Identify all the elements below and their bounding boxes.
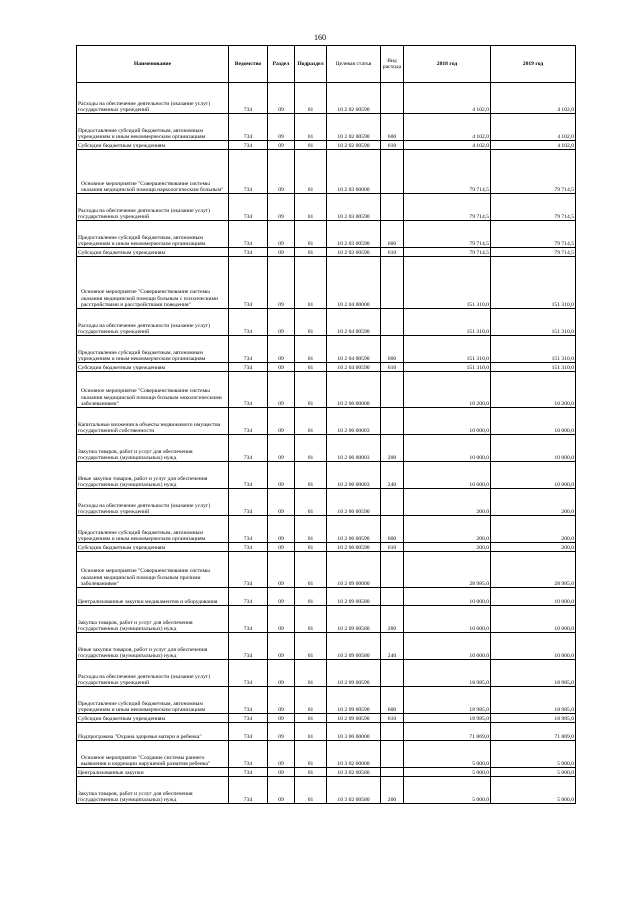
table-row (77, 777, 576, 804)
table-row (77, 516, 576, 543)
row-2019: 71 869,0 (491, 723, 576, 741)
row-section: 09 (268, 606, 295, 633)
row-subsection: 01 (295, 462, 327, 489)
row-target: 10 2 06 00003 (327, 408, 381, 435)
row-subsection: 01 (295, 660, 327, 687)
row-dept: 734 (229, 552, 268, 588)
row-dept: 734 (229, 687, 268, 714)
row-subsection: 01 (295, 408, 327, 435)
row-exp-type (381, 150, 404, 194)
row-dept: 734 (229, 516, 268, 543)
row-2019: 151 310,0 (491, 363, 576, 372)
row-subsection: 01 (295, 150, 327, 194)
row-name: Предоставление субсидий бюджетным, автономным учреждениям и иным некоммерческим организациям (77, 114, 229, 141)
row-2018: 5 000,0 (404, 741, 491, 768)
row-2019: 18 985,0 (491, 660, 576, 687)
row-section: 09 (268, 588, 295, 606)
table-row (77, 363, 576, 372)
table-row (77, 489, 576, 516)
row-dept: 734 (229, 723, 268, 741)
page-number: 160 (314, 33, 326, 42)
table-row (77, 435, 576, 462)
row-2018: 79 714,5 (404, 248, 491, 257)
table-row (77, 221, 576, 248)
row-2019: 10 000,0 (491, 606, 576, 633)
table-row (77, 543, 576, 552)
row-2019: 18 985,0 (491, 714, 576, 723)
row-target: 10 2 09 00580 (327, 633, 381, 660)
row-target: 10 2 06 00590 (327, 489, 381, 516)
row-dept: 734 (229, 606, 268, 633)
row-exp-type (381, 741, 404, 768)
row-2018: 79 714,5 (404, 194, 491, 221)
header-section: Раздел (268, 46, 295, 83)
table-row (77, 141, 576, 150)
table-row (77, 372, 576, 408)
row-2018: 4 102,0 (404, 141, 491, 150)
row-subsection: 01 (295, 714, 327, 723)
row-2019: 79 714,5 (491, 221, 576, 248)
row-2019: 10 000,0 (491, 588, 576, 606)
row-2019: 4 102,0 (491, 141, 576, 150)
row-dept: 734 (229, 363, 268, 372)
row-2019: 5 000,0 (491, 777, 576, 804)
row-section: 09 (268, 336, 295, 363)
table-row (77, 408, 576, 435)
header-name: Наименование (77, 46, 229, 83)
row-target: 10 2 03 00590 (327, 221, 381, 248)
row-section: 09 (268, 363, 295, 372)
row-2018: 79 714,5 (404, 150, 491, 194)
row-name: Капитальные вложения в объекты недвижимого имущества государственной собственности (77, 408, 229, 435)
table-row (77, 248, 576, 257)
row-section: 09 (268, 309, 295, 336)
row-2019: 200,0 (491, 516, 576, 543)
row-section: 09 (268, 489, 295, 516)
row-section: 09 (268, 150, 295, 194)
header-target: Целевая статья (327, 46, 381, 83)
row-exp-type: 600 (381, 114, 404, 141)
table-row (77, 588, 576, 606)
row-name: Субсидии бюджетным учреждениям (77, 543, 229, 552)
row-section: 09 (268, 114, 295, 141)
row-exp-type: 600 (381, 221, 404, 248)
row-target: 10 2 03 00590 (327, 248, 381, 257)
row-2018: 18 985,0 (404, 687, 491, 714)
row-subsection: 01 (295, 552, 327, 588)
row-2019: 10 200,0 (491, 372, 576, 408)
row-section: 09 (268, 660, 295, 687)
row-2018: 28 985,0 (404, 552, 491, 588)
row-target: 10 2 06 00003 (327, 462, 381, 489)
row-target: 10 2 06 00003 (327, 435, 381, 462)
row-2019: 151 310,0 (491, 336, 576, 363)
table-row (77, 83, 576, 114)
table-header-row (77, 46, 576, 83)
row-subsection: 01 (295, 768, 327, 777)
table-row (77, 660, 576, 687)
table-body (77, 83, 576, 804)
row-exp-type: 610 (381, 141, 404, 150)
row-dept: 734 (229, 336, 268, 363)
row-name: Субсидии бюджетным учреждениям (77, 248, 229, 257)
row-section: 09 (268, 372, 295, 408)
row-name: Предоставление субсидий бюджетным, автономным учреждениям и иным некоммерческим организациям (77, 687, 229, 714)
row-section: 09 (268, 633, 295, 660)
row-2018: 10 000,0 (404, 462, 491, 489)
table-row (77, 741, 576, 768)
row-2019: 4 102,0 (491, 114, 576, 141)
row-2018: 10 200,0 (404, 372, 491, 408)
row-exp-type: 600 (381, 687, 404, 714)
row-dept: 734 (229, 141, 268, 150)
row-dept: 734 (229, 150, 268, 194)
row-section: 09 (268, 516, 295, 543)
row-dept: 734 (229, 309, 268, 336)
row-target: 10 2 04 00590 (327, 309, 381, 336)
row-target: 10 2 02 00590 (327, 141, 381, 150)
row-exp-type (381, 588, 404, 606)
row-2018: 79 714,5 (404, 221, 491, 248)
row-exp-type: 600 (381, 336, 404, 363)
row-name: Закупка товаров, работ и услуг для обеспечения государственных (муниципальных) нужд (77, 777, 229, 804)
row-dept: 734 (229, 489, 268, 516)
row-exp-type: 200 (381, 777, 404, 804)
header-dept: Ведомство (229, 46, 268, 83)
row-name: Расходы на обеспечение деятельности (оказание услуг) государственных учреждений (77, 194, 229, 221)
row-2018: 200,0 (404, 489, 491, 516)
row-2018: 18 985,0 (404, 714, 491, 723)
row-2019: 5 000,0 (491, 741, 576, 768)
table-row (77, 552, 576, 588)
row-2018: 18 985,0 (404, 660, 491, 687)
row-exp-type: 240 (381, 462, 404, 489)
row-section: 09 (268, 141, 295, 150)
row-section: 09 (268, 408, 295, 435)
row-target: 10 2 06 00590 (327, 543, 381, 552)
row-section: 09 (268, 768, 295, 777)
row-subsection: 01 (295, 489, 327, 516)
row-2018: 10 000,0 (404, 435, 491, 462)
row-name: Расходы на обеспечение деятельности (оказание услуг) государственных учреждений (77, 309, 229, 336)
row-subsection: 01 (295, 336, 327, 363)
row-name: Закупка товаров, работ и услуг для обеспечения государственных (муниципальных) нужд (77, 435, 229, 462)
row-subsection: 01 (295, 516, 327, 543)
row-target: 10 2 09 00580 (327, 588, 381, 606)
row-dept: 734 (229, 221, 268, 248)
row-subsection: 01 (295, 248, 327, 257)
row-target: 10 2 03 00590 (327, 194, 381, 221)
row-name: Предоставление субсидий бюджетным, автономным учреждениям и иным некоммерческим организациям (77, 516, 229, 543)
row-subsection: 01 (295, 543, 327, 552)
row-name: Подпрограмма "Охрана здоровья матери и ребенка" (77, 723, 229, 741)
row-target: 10 2 09 00000 (327, 552, 381, 588)
row-subsection: 01 (295, 194, 327, 221)
row-section: 09 (268, 194, 295, 221)
row-name: Основное мероприятие "Совершенствование системы оказания медицинской помощи больным онкологическими заболеваниями" (77, 372, 229, 408)
row-subsection: 01 (295, 588, 327, 606)
table-row (77, 462, 576, 489)
table-row (77, 633, 576, 660)
row-subsection: 01 (295, 687, 327, 714)
table-row (77, 194, 576, 221)
row-section: 09 (268, 777, 295, 804)
row-dept: 734 (229, 194, 268, 221)
row-name: Расходы на обеспечение деятельности (оказание услуг) государственных учреждений (77, 660, 229, 687)
row-subsection: 01 (295, 257, 327, 309)
row-2019: 200,0 (491, 543, 576, 552)
row-section: 09 (268, 462, 295, 489)
row-2019: 79 714,5 (491, 150, 576, 194)
row-subsection: 01 (295, 372, 327, 408)
row-target: 10 2 02 00590 (327, 83, 381, 114)
row-subsection: 01 (295, 723, 327, 741)
row-subsection: 01 (295, 114, 327, 141)
row-target: 10 2 06 00000 (327, 372, 381, 408)
row-exp-type (381, 309, 404, 336)
row-dept: 734 (229, 777, 268, 804)
row-exp-type (381, 723, 404, 741)
table-row (77, 606, 576, 633)
row-2018: 151 310,0 (404, 336, 491, 363)
row-exp-type (381, 83, 404, 114)
table-row (77, 723, 576, 741)
row-subsection: 01 (295, 221, 327, 248)
row-2018: 151 310,0 (404, 257, 491, 309)
row-2018: 10 000,0 (404, 606, 491, 633)
header-2019: 2019 год (491, 46, 576, 83)
row-dept: 734 (229, 462, 268, 489)
row-name: Субсидии бюджетным учреждениям (77, 714, 229, 723)
row-2018: 10 000,0 (404, 633, 491, 660)
row-dept: 734 (229, 660, 268, 687)
table-row (77, 257, 576, 309)
table-row (77, 150, 576, 194)
row-target: 10 2 02 00590 (327, 114, 381, 141)
row-target: 10 2 09 00590 (327, 660, 381, 687)
header-exp-type: Вид расхода (381, 46, 404, 83)
row-section: 09 (268, 714, 295, 723)
row-exp-type: 610 (381, 714, 404, 723)
table-row (77, 714, 576, 723)
row-exp-type (381, 552, 404, 588)
row-name: Централизованные закупки медикаментов и оборудования (77, 588, 229, 606)
row-2019: 28 985,0 (491, 552, 576, 588)
row-dept: 734 (229, 435, 268, 462)
row-2018: 4 102,0 (404, 114, 491, 141)
row-section: 09 (268, 687, 295, 714)
row-2019: 151 310,0 (491, 309, 576, 336)
row-target: 10 2 09 00580 (327, 606, 381, 633)
row-target: 10 2 04 00000 (327, 257, 381, 309)
row-subsection: 01 (295, 633, 327, 660)
row-name: Закупка товаров, работ и услуг для обеспечения государственных (муниципальных) нужд (77, 606, 229, 633)
row-section: 09 (268, 723, 295, 741)
row-dept: 734 (229, 408, 268, 435)
row-2019: 10 000,0 (491, 408, 576, 435)
row-section: 09 (268, 552, 295, 588)
row-2018: 151 310,0 (404, 309, 491, 336)
row-2019: 79 714,5 (491, 194, 576, 221)
row-2018: 5 000,0 (404, 777, 491, 804)
row-exp-type: 610 (381, 248, 404, 257)
row-target: 10 3 00 00000 (327, 723, 381, 741)
row-2018: 200,0 (404, 516, 491, 543)
row-dept: 734 (229, 372, 268, 408)
row-dept: 734 (229, 768, 268, 777)
row-exp-type: 600 (381, 516, 404, 543)
row-exp-type (381, 372, 404, 408)
row-2019: 5 000,0 (491, 768, 576, 777)
row-dept: 734 (229, 114, 268, 141)
row-target: 10 2 04 00590 (327, 363, 381, 372)
row-dept: 734 (229, 714, 268, 723)
table-row (77, 687, 576, 714)
row-name: Расходы на обеспечение деятельности (оказание услуг) государственных учреждений (77, 489, 229, 516)
row-dept: 734 (229, 83, 268, 114)
row-exp-type: 200 (381, 435, 404, 462)
row-subsection: 01 (295, 435, 327, 462)
row-name: Предоставление субсидий бюджетным, автономным учреждениям и иным некоммерческим организациям (77, 221, 229, 248)
row-target: 10 2 09 00590 (327, 687, 381, 714)
row-exp-type (381, 194, 404, 221)
header-2018: 2018 год (404, 46, 491, 83)
row-name: Субсидии бюджетным учреждениям (77, 363, 229, 372)
row-name: Расходы на обеспечение деятельности (оказание услуг) государственных учреждений (77, 83, 229, 114)
row-2018: 151 310,0 (404, 363, 491, 372)
row-section: 09 (268, 543, 295, 552)
row-subsection: 01 (295, 309, 327, 336)
row-dept: 734 (229, 633, 268, 660)
row-dept: 734 (229, 741, 268, 768)
row-2019: 200,0 (491, 489, 576, 516)
row-target: 10 2 03 00000 (327, 150, 381, 194)
row-exp-type (381, 489, 404, 516)
row-2019: 10 000,0 (491, 633, 576, 660)
row-exp-type: 610 (381, 543, 404, 552)
row-name: Иные закупки товаров, работ и услуг для обеспечения государственных (муниципальных) нужд (77, 633, 229, 660)
row-target: 10 2 09 00590 (327, 714, 381, 723)
row-subsection: 01 (295, 606, 327, 633)
row-subsection: 01 (295, 777, 327, 804)
row-name: Иные закупки товаров, работ и услуг для обеспечения государственных (муниципальных) нужд (77, 462, 229, 489)
row-dept: 734 (229, 257, 268, 309)
row-name: Централизованные закупки (77, 768, 229, 777)
row-2018: 5 000,0 (404, 768, 491, 777)
row-name: Субсидии бюджетным учреждениям (77, 141, 229, 150)
row-section: 09 (268, 83, 295, 114)
row-target: 10 2 06 00590 (327, 516, 381, 543)
row-2019: 10 000,0 (491, 435, 576, 462)
row-2018: 200,0 (404, 543, 491, 552)
row-target: 10 3 02 00580 (327, 777, 381, 804)
row-dept: 734 (229, 543, 268, 552)
row-exp-type: 200 (381, 606, 404, 633)
row-subsection: 01 (295, 141, 327, 150)
row-name: Основное мероприятие "Совершенствование системы оказания медицинской помощи наркологическим больным" (77, 150, 229, 194)
row-section: 09 (268, 248, 295, 257)
table-row (77, 309, 576, 336)
row-section: 09 (268, 221, 295, 248)
row-exp-type: 240 (381, 633, 404, 660)
row-2018: 71 869,0 (404, 723, 491, 741)
row-target: 10 3 02 00000 (327, 741, 381, 768)
row-2019: 151 310,0 (491, 257, 576, 309)
row-subsection: 01 (295, 83, 327, 114)
row-2019: 79 714,5 (491, 248, 576, 257)
table-row (77, 768, 576, 777)
row-exp-type (381, 408, 404, 435)
row-name: Основное мероприятие "Создание системы раннего выявления и коррекции нарушений развития ребенка" (77, 741, 229, 768)
row-subsection: 01 (295, 363, 327, 372)
row-target: 10 3 02 00580 (327, 768, 381, 777)
row-section: 09 (268, 257, 295, 309)
row-section: 09 (268, 741, 295, 768)
row-name: Основное мероприятие "Совершенствование системы оказания медицинской помощи больным прочими заболеваниями" (77, 552, 229, 588)
row-subsection: 01 (295, 741, 327, 768)
row-2019: 18 985,0 (491, 687, 576, 714)
row-name: Основное мероприятие "Совершенствование системы оказания медицинской помощи больным с психическими расстройствами и расстройствами поведения" (77, 257, 229, 309)
row-section: 09 (268, 435, 295, 462)
row-2019: 4 102,0 (491, 83, 576, 114)
row-dept: 734 (229, 248, 268, 257)
header-subsection: Подраздел (295, 46, 327, 83)
row-name: Предоставление субсидий бюджетным, автономным учреждениям и иным некоммерческим организациям (77, 336, 229, 363)
row-target: 10 2 04 00590 (327, 336, 381, 363)
budget-table (76, 45, 576, 804)
row-2018: 10 000,0 (404, 408, 491, 435)
row-exp-type (381, 257, 404, 309)
table-row (77, 336, 576, 363)
row-exp-type: 610 (381, 363, 404, 372)
row-exp-type (381, 660, 404, 687)
row-dept: 734 (229, 588, 268, 606)
row-exp-type (381, 768, 404, 777)
row-2018: 10 000,0 (404, 588, 491, 606)
row-2018: 4 102,0 (404, 83, 491, 114)
table-row (77, 114, 576, 141)
row-2019: 10 000,0 (491, 462, 576, 489)
